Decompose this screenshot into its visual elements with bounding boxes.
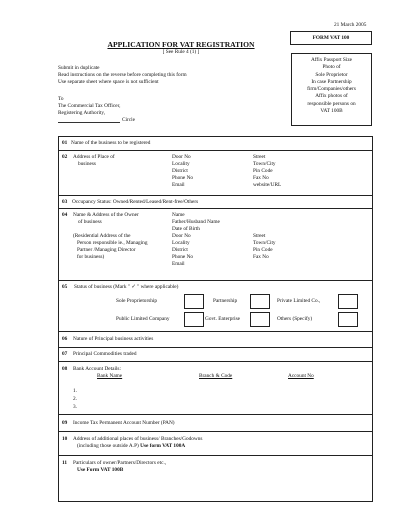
s02-door-no: Door No [172,154,191,160]
instruction-3: Use separate sheet where space is not sufficient [58,79,159,85]
section-03-text: Occupancy Status: Owned/Rented/Leased/Rent-free/Others [72,199,199,205]
section-01-num: 01 [62,140,68,146]
opt-partnership-checkbox[interactable] [250,294,270,309]
s04-label2: (Residential Address of the Person responsible ie., Managing Partner /Managing Director for business) [73,233,148,261]
section-10-line1: Address of additional places of business/ Branches/Godowns [73,436,203,442]
photo-line-1: Affix Passport Size [310,57,353,63]
bank-rows [73,388,77,411]
s02-mid-fields [172,154,193,189]
s04-name: Name [172,212,185,218]
s02-fax: Fax No [253,175,269,182]
opt-sole-checkbox[interactable] [184,294,204,309]
section-05-num: 05 [62,284,68,290]
photo-line-7: responsible persons on [307,100,356,107]
section-06-text: Nature of Principal business activities [73,336,154,342]
photo-line-3: Sole Proprietor [315,71,348,78]
s04-mid-top [172,212,220,233]
s04-pin: Pin Code [253,247,273,254]
bank-col-name: Bank Name [97,373,123,379]
bank-col-account: Account No [288,373,314,379]
s02-email: Email [172,182,185,189]
to-authority: Registering Authority, [58,110,106,116]
opt-others-label: Others (Specify) [277,316,313,322]
bank-col-branch: Branch & Code [199,373,233,379]
form-title: APPLICATION FOR VAT REGISTRATION [107,40,255,49]
opt-govt-label: Govt. Enterprise [205,316,241,322]
photo-line-6: Affix photos of [315,93,348,100]
form-date: 21 March 2005 [334,22,367,28]
s02-label-2: business [78,161,96,167]
photo-line-8: VAT 100B [320,108,343,115]
bank-row-2: 2. [73,395,77,402]
s04-street: Street [253,233,266,239]
section-07-text: Principal Commodities traded [73,351,137,357]
section-11-line1: Particulars of owner/Partners/Directors etc., [73,460,167,466]
bank-row-1: 1. [73,388,77,394]
s02-label-1: Address of Place of [73,154,115,160]
to-officer: The Commercial Tax Officer, [58,103,121,109]
s04-email: Email [172,261,185,268]
section-11-ref: Use Form VAT 100B [77,467,124,473]
s04-label-1: Name & Address of the Owner [73,212,139,218]
opt-govt-checkbox[interactable] [250,312,270,327]
instruction-1: Submit in duplicate [58,65,100,71]
s02-pin: Pin Code [253,168,273,175]
section-09-text: Income Tax Permanent Account Number (PAN) [73,420,175,426]
s04-town: Town/City [253,240,276,247]
section-11-num: 11 [62,460,68,466]
section-10-num: 10 [62,436,68,442]
section-02-num: 02 [62,154,68,160]
section-04-num: 04 [62,212,68,218]
section-09-num: 09 [62,420,68,426]
section-08-text: Bank Account Details: [73,366,121,372]
form-code: FORM VAT 100 [312,35,350,41]
s02-town: Town/City [253,161,276,168]
s04-locality: Locality [172,240,190,247]
instruction-2: Read instructions on the reverse before completing this form [58,72,187,78]
opt-private-checkbox[interactable] [338,294,358,309]
section-05-text: Status of business (Mark " ✓ " where applicable) [74,284,179,290]
s04-district: District [172,247,188,254]
to-circle: Circle [122,117,135,123]
section-01-text: Name of the business to be registered [71,140,151,146]
opt-public-label: Public Limited Company [116,316,170,322]
s02-website: website/URL [253,182,282,189]
photo-line-4: In case Partnership [311,78,352,85]
section-07-num: 07 [62,351,68,357]
opt-sole-label: Sole Proprietorship [116,298,158,304]
photo-line-2: Photo of [322,64,341,71]
s02-right-fields [253,154,281,189]
section-10-ref: Use form VAT 100A [140,443,186,449]
opt-partnership-label: Partnership [213,298,238,304]
photo-box[interactable] [291,53,372,126]
bank-row-3: 3. [73,403,77,410]
s04-dob: Date of Birth [172,226,200,233]
to-line: To [58,96,64,102]
rule-ref: [ See Rule 4 (1) ] [162,49,200,55]
section-08-num: 08 [62,366,68,372]
opt-public-checkbox[interactable] [184,312,204,327]
section-03-num: 03 [62,199,68,205]
s02-locality: Locality [172,161,190,168]
opt-others-checkbox[interactable] [338,312,358,327]
s02-street: Street [253,154,266,160]
s04-door-no: Door No [172,233,191,239]
opt-private-label: Private Limited Co., [277,298,321,304]
s04-fax: Fax No [253,254,269,261]
s02-phone: Phone No [172,175,194,182]
s04-right-fields [253,233,276,261]
s04-phone: Phone No [172,254,194,261]
s04-father-name: Father/Husband Name [172,219,220,226]
s04-label-2: of business [78,219,102,225]
section-10-line2: (including those outside A.P) Use form VAT 100A [77,443,186,449]
section-06-num: 06 [62,336,68,342]
photo-line-5: firm/Companies/others [307,86,356,93]
circle-blank[interactable] [58,122,120,123]
s02-district: District [172,168,188,175]
s04-mid-fields [172,233,193,268]
